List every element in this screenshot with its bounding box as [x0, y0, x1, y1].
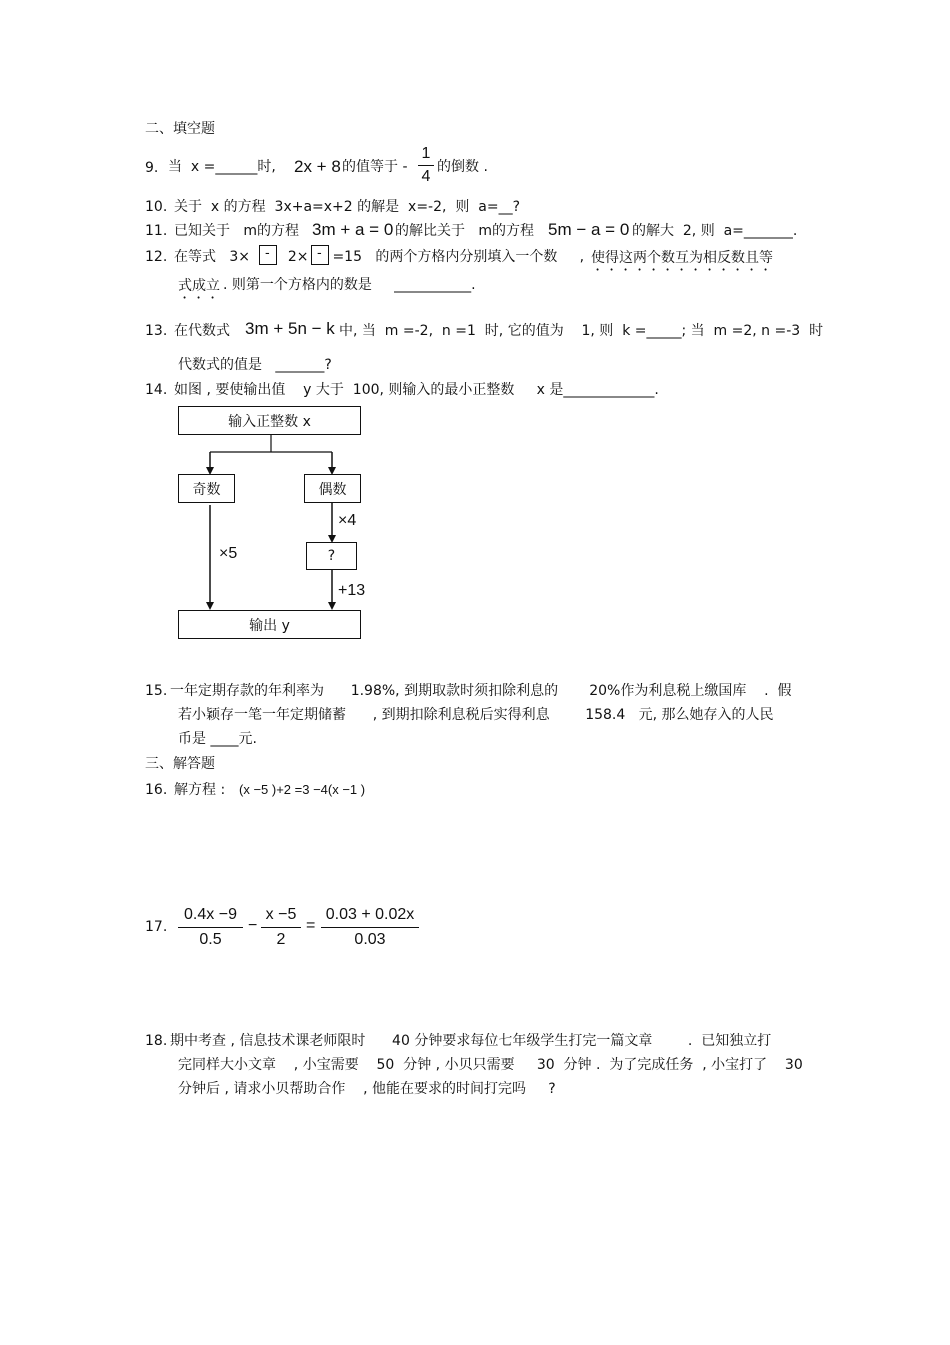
q17-fraction-2-numerator: x −5: [265, 906, 297, 923]
q12-text-d: . 则第一个方格内的数是 ___________.: [223, 277, 476, 293]
q17-minus-sign: −: [248, 917, 258, 934]
q11-text-a: 已知关于 m的方程: [174, 223, 299, 239]
q17-fraction-3: [321, 907, 419, 948]
q14-text: 如图 , 要使输出值 y 大于 100, 则输入的最小正整数 x 是_____________.: [174, 382, 659, 398]
q12-number: 12.: [145, 249, 168, 265]
q11-text-b: 的解比关于 m的方程: [395, 223, 534, 239]
q13-number: 13.: [145, 323, 168, 339]
q17-equals-sign: =: [306, 917, 316, 934]
flow-output-label: 输出 y: [249, 617, 290, 634]
q10-number: 10.: [145, 199, 168, 215]
q9-fraction-denominator: 4: [421, 168, 431, 185]
q18-line1: 期中考查 , 信息技术课老师限时 40 分钟要求每位七年级学生打完一篇文章 . 已知独立打: [170, 1033, 772, 1049]
flow-odd-box: [178, 474, 235, 503]
q17-fraction-1-denominator: 0.5: [199, 931, 222, 948]
flow-times5-label: ×5: [219, 545, 238, 562]
q9-text-a: 当 x =______时,: [168, 159, 276, 175]
flow-unknown-box: [306, 542, 357, 570]
flow-input-box: [178, 406, 361, 435]
section-heading-fill-in: 二、填空题: [145, 121, 215, 137]
flow-input-label: 输入正整数 x: [228, 413, 311, 430]
flow-times4-label: ×4: [338, 512, 357, 529]
q17-fraction-3-numerator: 0.03 + 0.02x: [325, 906, 415, 923]
q9-text-c: 的倒数 .: [437, 159, 488, 175]
flow-odd-label: 奇数: [192, 481, 221, 498]
flow-even-box: [304, 474, 361, 503]
fraction-bar: [321, 927, 419, 928]
q17-fraction-1: [178, 907, 243, 948]
flow-output-box: [178, 610, 361, 639]
q11-expression-2: 5m − a = 0: [548, 220, 630, 239]
q15-line3: 币是 ____元.: [178, 731, 257, 747]
q16-equation: (x −5 )+2 =3 −4(x −1 ): [239, 782, 366, 797]
q15-number: 15.: [145, 683, 168, 699]
q13-text-a: 在代数式: [174, 323, 230, 339]
flow-even-label: 偶数: [318, 481, 347, 498]
q9-number: 9.: [145, 160, 159, 176]
fraction-bar: [261, 927, 301, 928]
q13-expression: 3m + 5n − k: [245, 319, 335, 338]
q18-number: 18.: [145, 1033, 168, 1049]
q9-fraction-numerator: 1: [421, 145, 431, 162]
q15-line1: 一年定期存款的年利率为 1.98%, 到期取款时须扣除利息的 20%作为利息税上缴国库 . 假: [170, 683, 792, 699]
q17-fraction-3-denominator: 0.03: [354, 931, 386, 948]
flow-plus13-label: +13: [338, 582, 366, 599]
q16-number: 16.: [145, 782, 168, 798]
q16-text: 解方程 :: [174, 782, 226, 798]
q12-text-b: 2×: [279, 249, 309, 265]
q11-text-c: 的解大 2, 则 a=_______.: [632, 223, 798, 239]
q9-expression: 2x + 8: [294, 157, 341, 176]
q10-text: 关于 x 的方程 3x+a=x+2 的解是 x=-2, 则 a=__?: [174, 199, 521, 215]
q17-fraction-2: [261, 907, 301, 948]
q12-text-c: =15 的两个方格内分别填入一个数 ,: [328, 249, 585, 265]
q17-fraction-2-denominator: 2: [276, 931, 286, 948]
q18-line3: 分钟后 , 请求小贝帮助合作 , 他能在要求的时间打完吗 ?: [178, 1081, 556, 1097]
q18-line2: 完同样大小文章 , 小宝需要 50 分钟 , 小贝只需要 30 分钟 . 为了完成任务 , 小宝打了 30: [178, 1057, 803, 1073]
q11-expression-1: 3m + a = 0: [312, 220, 394, 239]
q15-line2: 若小颖存一笔一年定期储蓄 , 到期扣除利息税后实得利息 158.4 元, 那么她存入的人民: [178, 707, 774, 723]
flow-unknown-label: ?: [327, 548, 336, 564]
q17-number: 17.: [145, 919, 168, 935]
q12-emphasis-text-1: 使得这两个数互为相反数且等: [591, 250, 773, 266]
q13-line2: 代数式的值是 _______?: [178, 357, 332, 373]
q12-text-a: 在等式 3×: [174, 249, 250, 265]
q12-emphasis-text-2: 式成立: [178, 278, 220, 294]
section-heading-solve: 三、解答题: [145, 756, 215, 772]
fraction-bar: [178, 927, 243, 928]
q14-number: 14.: [145, 382, 168, 398]
q13-text-b: 中, 当 m =-2, n =1 时, 它的值为 1, 则 k =_____; 当 m =2, n =-3 时: [339, 323, 824, 339]
q9-text-b: 的值等于 -: [342, 159, 408, 175]
q11-number: 11.: [145, 223, 168, 239]
q17-fraction-1-numerator: 0.4x −9: [184, 906, 237, 923]
